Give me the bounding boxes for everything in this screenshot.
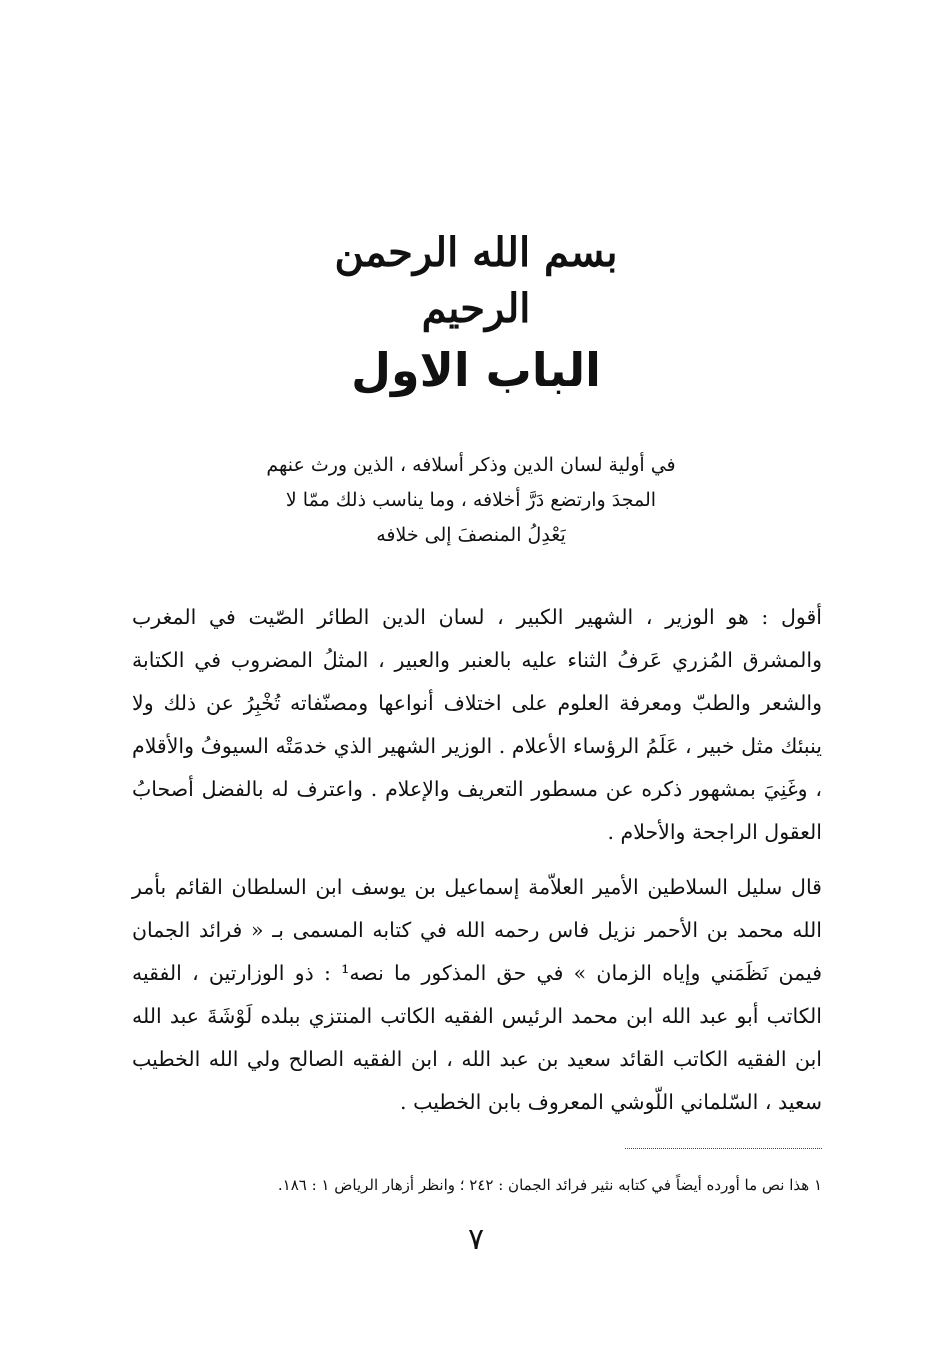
footnote-divider — [625, 1148, 822, 1149]
body-paragraph-2: قال سليل السلاطين الأمير العلاّمة إسماعيل بن يوسف ابن السلطان القائم بأمر الله محمد بن الأحمر نزيل فاس رحمه الله في كتابه المسمى بـ « فرائد الجمان فيمن نَظَمَني وإياه الزمان » في حق المذكور ما نصه¹ : ذو الوزارتين ، الفقيه الكاتب أبو عبد الله ابن محمد الرئيس الفقيه الكاتب المنتزي ببلده لَوْشَةَ عبد الله ابن الفقيه الكاتب القائد سعيد بن عبد الله ، ابن الفقيه الصالح ولي الله الخطيب سعيد ، السّلماني اللّوشي المعروف بابن الخطيب . — [132, 875, 822, 1114]
body-paragraph-1: أقول : هو الوزير ، الشهير الكبير ، لسان الدين الطائر الصّيت في المغرب والمشرق المُزري عَرفُ الثناء عليه بالعنبر والعبير ، المثلُ المضروب في الكتابة والشعر والطبّ ومعرفة العلوم على اختلاف أنواعها ومصنّفاته تُخْبِرُ عن ذلك ولا ينبئك مثل خبير ، عَلَمُ الرؤساء الأعلام . الوزير الشهير الذي خدمَتْه السيوفُ والأقلام ، وغَنِيَ بمشهور ذكره عن مسطور التعريف والإعلام . واعترف له بالفضل أصحابُ العقول الراجحة والأحلام . — [132, 605, 822, 844]
footnote: ١ هذا نص ما أورده أيضاً في كتابه نثير فرائد الجمان : ٢٤٢ ؛ وانظر أزهار الرياض ١ : ١٨٦. — [277, 1176, 822, 1194]
page-number: ٧ — [467, 1222, 485, 1257]
basmala-heading: بسم الله الرحمن الرحيم — [334, 229, 618, 332]
chapter-subtitle: في أولية لسان الدين وذكر أسلافه ، الذين ورث عنهم المجدَ وارتضع دَرَّ أخلافه ، وما يناسب ذلك ممّا لا يَعْدِلُ المنصفَ إلى خلافه — [266, 454, 676, 546]
chapter-title: الباب الاول — [351, 343, 601, 397]
